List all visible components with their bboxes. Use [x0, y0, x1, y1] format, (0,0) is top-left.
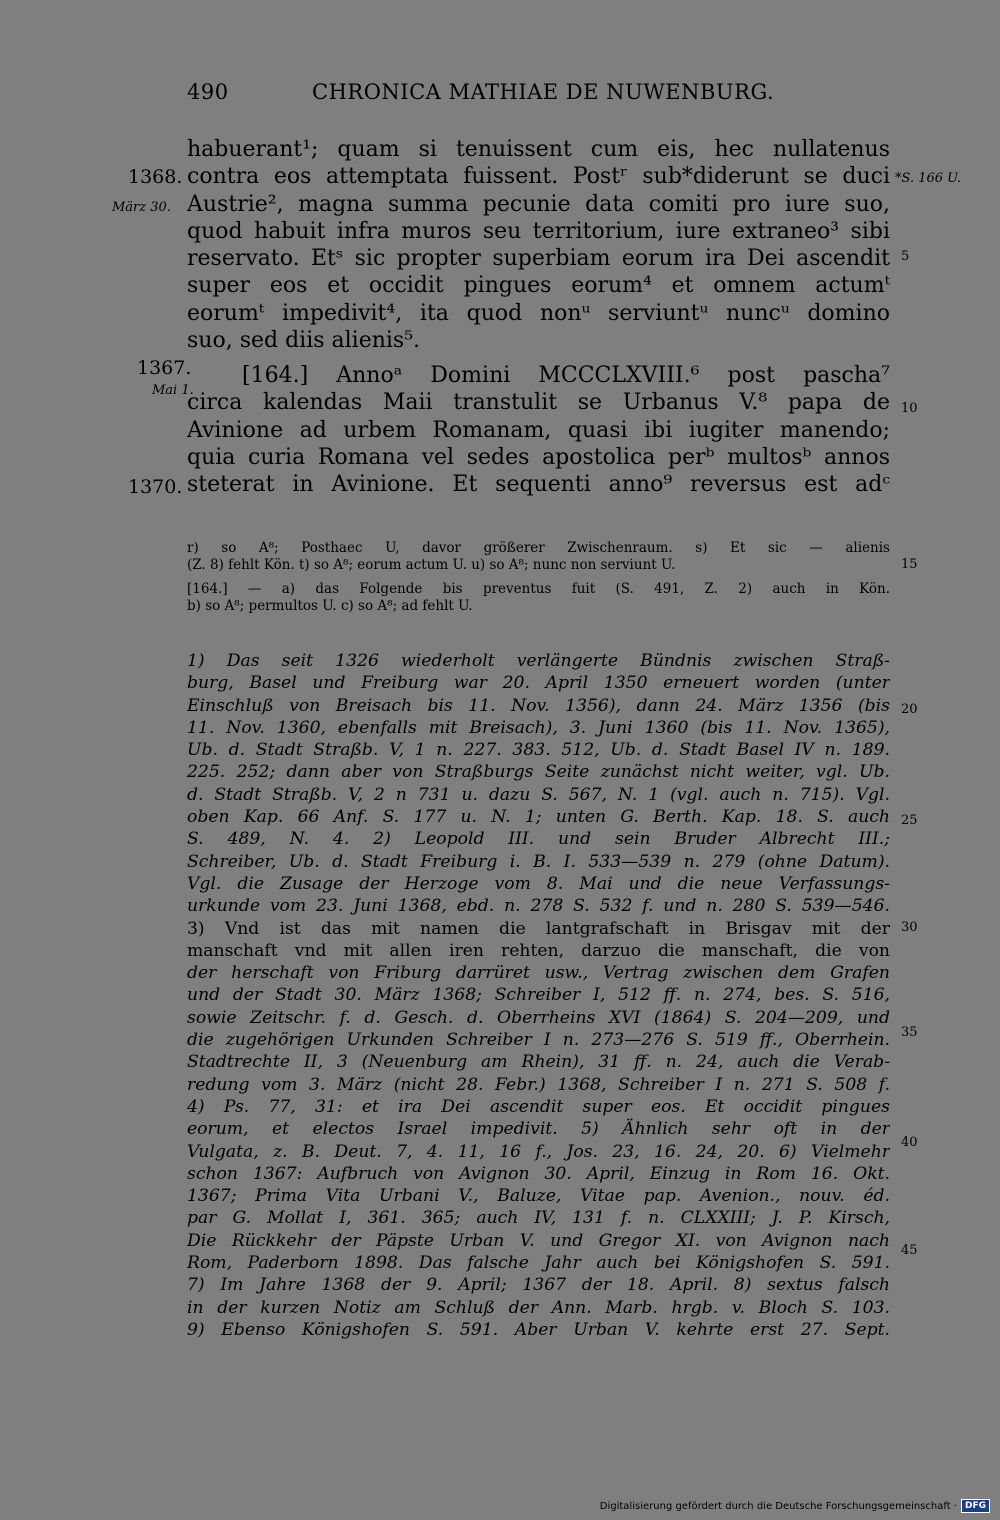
footnote-line: Rom, Paderborn 1898. Das falsche Jahr auch bei Königshofen S. 591.	[187, 1253, 890, 1274]
line-number: 40	[901, 1135, 918, 1150]
footnote-line: Vgl. die Zusage der Herzoge vom 8. Mai und die neue Verfassungs-	[187, 873, 890, 894]
footnote-line: urkunde vom 23. Juni 1368, ebd. n. 278 S. 532 f. und n. 280 S. 539—546.	[187, 896, 890, 917]
footnote-line: der herschaft von Friburg darrüret usw., Vertrag zwischen dem Grafen	[187, 963, 890, 984]
margin-date: Mai 1.	[152, 383, 194, 398]
line-number: 30	[901, 920, 918, 935]
footnote-line: Schreiber, Ub. d. Stadt Freiburg i. B. I. 533—539 n. 279 (ohne Datum).	[187, 851, 890, 872]
footnote-line: 1) Das seit 1326 wiederholt verlängerte Bündnis zwischen Straß-	[187, 651, 890, 671]
footnote-line: manschaft vnd mit allen iren rehten, darzuo die manschaft, die von	[187, 940, 890, 961]
text-line: contra eos attemptata fuissent. Postʳ sub*diderunt se duci	[187, 164, 890, 190]
footnote-line: 9) Ebenso Königshofen S. 591. Aber Urban V. kehrte erst 27. Sept.	[187, 1319, 890, 1340]
text-line: suo, sed diis alienis⁵.	[187, 328, 421, 354]
margin-year: 1368.	[128, 166, 183, 188]
footnote-line: burg, Basel und Freiburg war 20. April 1350 erneuert worden (unter	[187, 673, 890, 694]
text-line: quod habuit infra muros seu territorium, iure extraneo³ sibi	[187, 218, 890, 244]
critical-apparatus	[187, 540, 890, 574]
footnote-line: par G. Mollat I, 361. 365; auch IV, 131 f. n. CLXXIII; J. P. Kirsch,	[187, 1208, 890, 1229]
line-number: 45	[901, 1243, 918, 1258]
footnote-line: d. Stadt Straßb. V, 2 n 731 u. dazu S. 567, N. 1 (vgl. auch n. 715). Vgl.	[187, 784, 890, 805]
margin-year: 1370.	[128, 476, 183, 498]
line-number: 35	[901, 1025, 918, 1040]
running-title: CHRONICA MATHIAE DE NUWENBURG.	[312, 80, 775, 104]
line-number: 10	[901, 401, 918, 416]
footnote-line: die zugehörigen Urkunden Schreiber I n. 273—276 S. 519 ff., Oberrhein.	[187, 1030, 890, 1051]
footnote-line: 11. Nov. 1360, ebenfalls mit Breisach), 3. Juni 1360 (bis 11. Nov. 1365),	[187, 717, 890, 738]
text-line: super eos et occidit pingues eorum⁴ et omnem actumᵗ	[187, 273, 890, 299]
text-line: habuerant¹; quam si tenuissent cum eis, hec nullatenus	[187, 137, 890, 162]
text-line: circa kalendas Maii transtulit se Urbanus V.⁸ papa de	[187, 390, 890, 416]
footnote-line: 225. 252; dann aber von Straßburgs Seite zunächst nicht weiter, vgl. Ub.	[187, 762, 890, 783]
apparatus-line: b) so A⁸; permultos U. c) so A⁸; ad fehlt U.	[187, 598, 473, 614]
footnote-line: Stadtrechte II, 3 (Neuenburg am Rhein), 31 ff. n. 24, auch die Verab-	[187, 1052, 890, 1073]
footnotes	[187, 650, 890, 1341]
main-text-section-164	[187, 362, 890, 498]
apparatus-line: [164.] — a) das Folgende bis preventus fuit (S. 491, Z. 2) auch in Kön.	[187, 581, 890, 597]
footnote-line: redung vom 3. März (nicht 28. Febr.) 1368, Schreiber I n. 271 S. 508 f.	[187, 1074, 890, 1095]
section-164-heading-line: [164.] Annoᵃ Domini MCCCLXVIII.⁶ post pascha⁷	[242, 363, 890, 388]
margin-date: März 30.	[112, 200, 171, 215]
footer-credit	[600, 1499, 990, 1513]
line-number: 20	[901, 702, 918, 717]
footnote-line: 7) Im Jahre 1368 der 9. April; 1367 der 18. April. 8) sextus falsch	[187, 1275, 890, 1296]
page-number: 490	[187, 80, 229, 104]
line-number: 25	[901, 813, 918, 828]
text-line: Austrie², magna summa pecunie data comiti pro iure suo,	[187, 191, 890, 217]
footnote-line: und der Stadt 30. März 1368; Schreiber I, 512 ff. n. 274, bes. S. 516,	[187, 985, 890, 1006]
main-text	[187, 136, 890, 354]
footnote-line: oben Kap. 66 Anf. S. 177 u. N. 1; unten G. Berth. Kap. 18. S. auch	[187, 807, 890, 828]
apparatus-line: (Z. 8) fehlt Kön. t) so A⁸; eorum actum U. u) so A⁸; nunc non serviunt U.	[187, 557, 676, 573]
line-number: 15	[901, 557, 918, 572]
footnote-line: Einschluß von Breisach bis 11. Nov. 1356), dann 24. März 1356 (bis	[187, 695, 890, 716]
footnote-line: in der kurzen Notiz am Schluß der Ann. Marb. hrgb. v. Bloch S. 103.	[187, 1297, 890, 1318]
text-line: steterat in Avinione. Et sequenti anno⁹ reversus est adᶜ	[187, 472, 890, 498]
footnote-line: S. 489, N. 4. 2) Leopold III. und sein Bruder Albrecht III.;	[187, 829, 890, 850]
dfg-logo-icon: DFG	[961, 1499, 990, 1513]
text-line: reservato. Etˢ sic propter superbiam eorum ira Dei ascendit	[187, 246, 890, 272]
footnote-line: Vulgata, z. B. Deut. 7, 4. 11, 16 f., Jos. 23, 16. 24, 20. 6) Vielmehr	[187, 1141, 890, 1162]
footer-text: Digitalisierung gefördert durch die Deutsche Forschungsgemeinschaft ·	[599, 1500, 957, 1512]
text-line: Avinione ad urbem Romanam, quasi ibi iugiter manendo;	[187, 417, 890, 443]
footnote-line: 3) Vnd ist das mit namen die lantgrafschaft in Brisgav mit der	[187, 918, 890, 939]
critical-apparatus-164	[187, 581, 890, 615]
margin-year: 1367.	[137, 357, 192, 379]
footnote-line: 4) Ps. 77, 31: et ira Dei ascendit super eos. Et occidit pingues	[187, 1096, 890, 1117]
apparatus-line: r) so A⁸; Posthaec U, davor größerer Zwischenraum. s) Et sic — alienis	[187, 540, 890, 556]
footnote-line: Ub. d. Stadt Straßb. V, 1 n. 227. 383. 512, Ub. d. Stadt Basel IV n. 189.	[187, 740, 890, 761]
text-line: quia curia Romana vel sedes apostolica perᵇ multosᵇ annos	[187, 444, 890, 470]
footnote-line: schon 1367: Aufbruch von Avignon 30. April, Einzug in Rom 16. Okt.	[187, 1163, 890, 1184]
footnote-line: Die Rückkehr der Päpste Urban V. und Gregor XI. von Avignon nach	[187, 1230, 890, 1251]
line-number: 5	[901, 249, 910, 264]
page-header	[187, 80, 887, 104]
footnote-line: sowie Zeitschr. f. d. Gesch. d. Oberrheins XVI (1864) S. 204—209, und	[187, 1007, 890, 1028]
margin-page-reference: *S. 166 U.	[895, 171, 962, 186]
footnote-line: 1367; Prima Vita Urbani V., Baluze, Vitae pap. Avenion., nouv. éd.	[187, 1186, 890, 1207]
footnote-line: eorum, et electos Israel impedivit. 5) Ähnlich sehr oft in der	[187, 1119, 890, 1140]
text-line: eorumᵗ impedivit⁴, ita quod nonᵘ serviuntᵘ nuncᵘ domino	[187, 300, 890, 326]
